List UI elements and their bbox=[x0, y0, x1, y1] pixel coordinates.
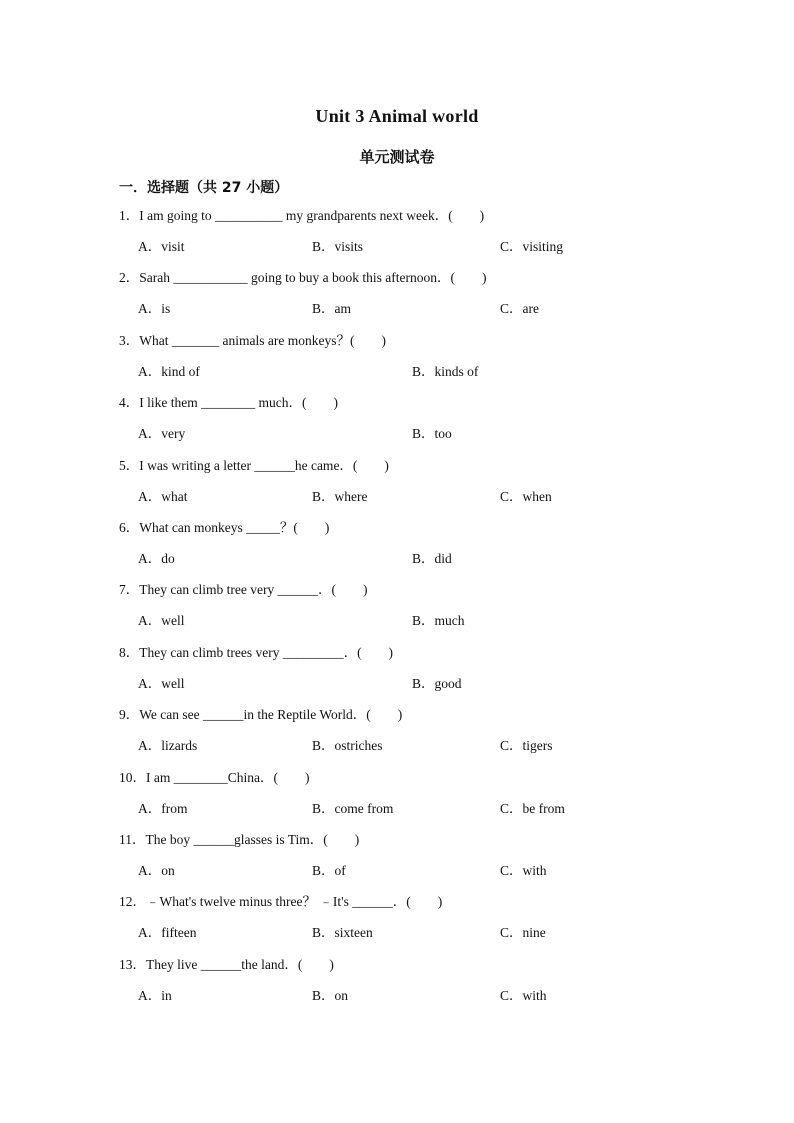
question-stem: 10．I am ________China．( ) bbox=[119, 769, 310, 785]
option-a[interactable]: A．in bbox=[138, 987, 172, 1003]
page-title: Unit 3 Animal world bbox=[315, 106, 479, 126]
option-b[interactable]: B．kinds of bbox=[412, 363, 479, 379]
option-a[interactable]: A．visit bbox=[138, 239, 185, 254]
question-item bbox=[119, 456, 679, 518]
option-b[interactable]: B．much bbox=[412, 613, 465, 629]
option-c[interactable]: C．be from bbox=[500, 800, 565, 816]
option-c[interactable]: C．with bbox=[500, 862, 547, 878]
option-row bbox=[138, 986, 679, 1006]
page-subtitle: 单元测试卷 bbox=[359, 148, 435, 166]
option-row bbox=[138, 923, 679, 943]
question-stem: 12．﹣What's twelve minus three？ ﹣It's ______．( ) bbox=[119, 894, 443, 910]
question-item bbox=[119, 393, 679, 455]
question-stem: 11．The boy ______glasses is Tim．( ) bbox=[119, 831, 360, 847]
question-stem: 5．I was writing a letter ______he came．( ) bbox=[119, 457, 389, 473]
option-c[interactable]: C．with bbox=[500, 987, 547, 1003]
option-row bbox=[138, 861, 679, 881]
option-row bbox=[138, 362, 679, 382]
question-stem: 9．We can see ______in the Reptile World．( ) bbox=[119, 707, 403, 723]
option-row bbox=[138, 237, 679, 257]
option-row bbox=[138, 299, 679, 319]
option-a[interactable]: A．very bbox=[138, 426, 186, 442]
option-c[interactable]: C．nine bbox=[500, 925, 546, 941]
question-item bbox=[119, 206, 679, 268]
option-b[interactable]: B．too bbox=[412, 426, 452, 442]
question-item bbox=[119, 830, 679, 892]
option-row bbox=[138, 487, 679, 507]
question-stem: 7．They can climb tree very ______．( ) bbox=[119, 582, 368, 598]
option-b[interactable]: B．visits bbox=[312, 239, 364, 254]
option-b[interactable]: B．did bbox=[412, 550, 452, 566]
question-stem: 8．They can climb trees very _________．( ) bbox=[119, 644, 394, 660]
option-row bbox=[138, 674, 679, 694]
option-a[interactable]: A．from bbox=[138, 800, 188, 816]
option-row bbox=[138, 424, 679, 444]
option-row bbox=[138, 611, 679, 631]
question-item bbox=[119, 518, 679, 580]
option-row bbox=[138, 549, 679, 569]
option-b[interactable]: B．of bbox=[312, 862, 346, 878]
option-c[interactable]: C．visiting bbox=[500, 239, 564, 254]
option-a[interactable]: A．well bbox=[138, 675, 185, 691]
option-b[interactable]: B．good bbox=[412, 675, 462, 691]
option-b[interactable]: B．ostriches bbox=[312, 738, 383, 754]
question-list bbox=[119, 206, 679, 1017]
question-stem: 6．What can monkeys _____？( ) bbox=[119, 519, 330, 535]
question-stem: 4．I like them ________ much．( ) bbox=[119, 395, 338, 411]
option-a[interactable]: A．on bbox=[138, 862, 175, 878]
question-item bbox=[119, 331, 679, 393]
option-a[interactable]: A．lizards bbox=[138, 738, 198, 754]
question-stem: 3．What _______ animals are monkeys？( ) bbox=[119, 332, 386, 348]
option-row bbox=[138, 799, 679, 819]
question-item bbox=[119, 768, 679, 830]
question-stem: 13．They live ______the land．( ) bbox=[119, 956, 334, 972]
option-c[interactable]: C．tigers bbox=[500, 738, 553, 754]
option-a[interactable]: A．kind of bbox=[138, 363, 200, 379]
option-b[interactable]: B．come from bbox=[312, 800, 394, 816]
question-item bbox=[119, 955, 679, 1017]
option-a[interactable]: A．what bbox=[138, 488, 188, 504]
question-stem: 1．I am going to __________ my grandparents next week．( ) bbox=[119, 208, 485, 223]
option-b[interactable]: B．on bbox=[312, 987, 349, 1003]
option-a[interactable]: A．is bbox=[138, 301, 171, 317]
option-a[interactable]: A．well bbox=[138, 613, 185, 629]
option-b[interactable]: B．am bbox=[312, 301, 351, 317]
question-item bbox=[119, 705, 679, 767]
option-c[interactable]: C．when bbox=[500, 488, 552, 504]
option-row bbox=[138, 736, 679, 756]
question-item bbox=[119, 892, 679, 954]
question-item bbox=[119, 268, 679, 330]
option-c[interactable]: C．are bbox=[500, 301, 539, 317]
question-item bbox=[119, 643, 679, 705]
question-item bbox=[119, 580, 679, 642]
option-a[interactable]: A．fifteen bbox=[138, 925, 197, 941]
section-heading: 一．选择题（共 27 小题） bbox=[119, 180, 289, 196]
option-a[interactable]: A．do bbox=[138, 550, 175, 566]
question-stem: 2．Sarah ___________ going to buy a book this afternoon．( ) bbox=[119, 270, 487, 286]
option-b[interactable]: B．where bbox=[312, 488, 368, 504]
option-b[interactable]: B．sixteen bbox=[312, 925, 373, 941]
